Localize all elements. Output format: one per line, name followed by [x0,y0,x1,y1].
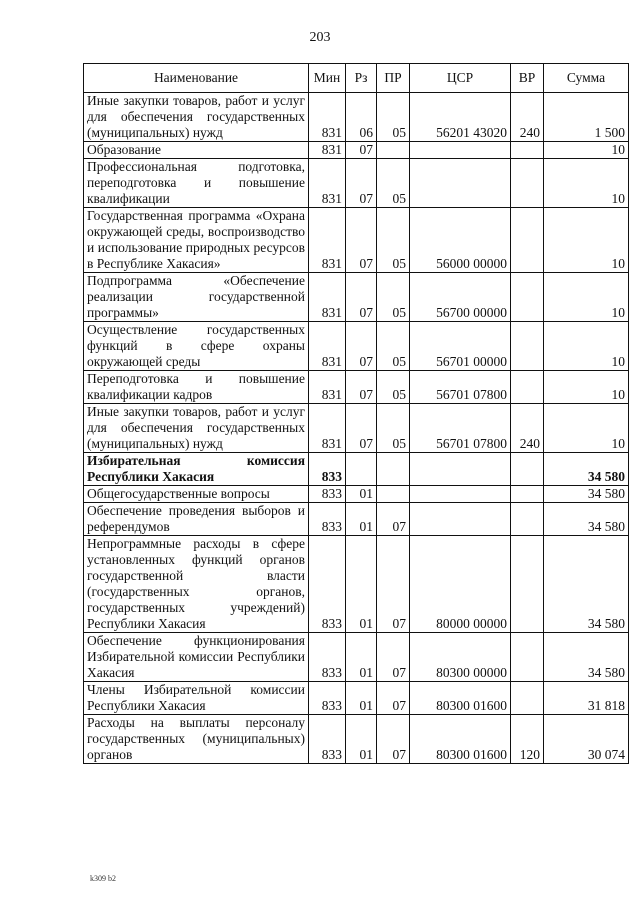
cell-sum: 10 [544,404,629,453]
cell-rz: 07 [346,142,377,159]
cell-sum: 30 074 [544,715,629,764]
cell-name: Иные закупки товаров, работ и услуг для обеспечения государственных (муниципальных) нужд [84,93,309,142]
cell-sum: 34 580 [544,536,629,633]
cell-pr: 05 [377,208,410,273]
cell-csr: 56701 00000 [410,322,511,371]
cell-min: 831 [309,93,346,142]
cell-min: 831 [309,159,346,208]
header-name: Наименование [84,64,309,93]
cell-rz: 01 [346,682,377,715]
cell-vr [511,159,544,208]
table-body [84,93,629,764]
cell-sum: 34 580 [544,486,629,503]
cell-name: Иные закупки товаров, работ и услуг для обеспечения государственных (муниципальных) нужд [84,404,309,453]
table-row [84,93,629,142]
cell-name: Общегосударственные вопросы [84,486,309,503]
table-row [84,404,629,453]
cell-pr: 05 [377,322,410,371]
cell-sum: 34 580 [544,503,629,536]
table-row [84,453,629,486]
cell-vr [511,453,544,486]
footer-code: k309 b2 [90,874,116,883]
cell-rz: 01 [346,486,377,503]
cell-min: 833 [309,715,346,764]
cell-csr [410,142,511,159]
cell-name: Обеспечение функционирования Избирательной комиссии Республики Хакасия [84,633,309,682]
cell-vr [511,503,544,536]
cell-rz: 07 [346,322,377,371]
cell-name: Члены Избирательной комиссии Республики Хакасия [84,682,309,715]
table-row [84,682,629,715]
cell-sum: 10 [544,208,629,273]
cell-min: 833 [309,536,346,633]
cell-rz: 07 [346,404,377,453]
cell-vr [511,273,544,322]
cell-sum: 10 [544,273,629,322]
cell-pr: 07 [377,503,410,536]
cell-rz: 06 [346,93,377,142]
cell-pr [377,486,410,503]
header-sum: Сумма [544,64,629,93]
cell-min: 831 [309,208,346,273]
header-rz: Рз [346,64,377,93]
table-row [84,371,629,404]
cell-vr: 240 [511,93,544,142]
header-csr: ЦСР [410,64,511,93]
cell-pr: 05 [377,273,410,322]
cell-csr: 56000 00000 [410,208,511,273]
cell-sum: 31 818 [544,682,629,715]
cell-pr: 07 [377,682,410,715]
cell-min: 831 [309,142,346,159]
page-number: 203 [309,30,331,45]
cell-name: Осуществление государственных функций в сфере охраны окружающей среды [84,322,309,371]
header-min: Мин [309,64,346,93]
cell-min: 831 [309,273,346,322]
cell-vr: 240 [511,404,544,453]
cell-vr [511,322,544,371]
cell-vr [511,142,544,159]
cell-rz: 07 [346,208,377,273]
cell-csr: 80300 01600 [410,715,511,764]
cell-sum: 1 500 [544,93,629,142]
table-row [84,715,629,764]
table-header [84,64,629,93]
header-pr: ПР [377,64,410,93]
header-row [84,64,629,93]
cell-vr [511,371,544,404]
cell-pr: 07 [377,536,410,633]
cell-name: Профессиональная подготовка, переподготовка и повышение квалификации [84,159,309,208]
cell-pr [377,453,410,486]
table-row [84,486,629,503]
cell-sum: 10 [544,322,629,371]
cell-sum: 10 [544,371,629,404]
cell-name: Государственная программа «Охрана окружающей среды, воспроизводство и использование природных ресурсов в Республике Хакасия» [84,208,309,273]
cell-csr: 56201 43020 [410,93,511,142]
cell-rz: 01 [346,503,377,536]
cell-csr: 56701 07800 [410,404,511,453]
cell-rz: 01 [346,633,377,682]
cell-sum: 34 580 [544,453,629,486]
cell-csr: 80300 01600 [410,682,511,715]
cell-pr: 05 [377,159,410,208]
cell-rz: 01 [346,715,377,764]
cell-pr: 07 [377,633,410,682]
table-row [84,273,629,322]
cell-vr [511,633,544,682]
table-row [84,159,629,208]
table-row [84,142,629,159]
cell-min: 833 [309,486,346,503]
cell-name: Переподготовка и повышение квалификации кадров [84,371,309,404]
cell-min: 833 [309,453,346,486]
cell-vr [511,486,544,503]
cell-csr: 80300 00000 [410,633,511,682]
cell-min: 833 [309,503,346,536]
cell-csr [410,486,511,503]
cell-sum: 10 [544,142,629,159]
cell-min: 831 [309,404,346,453]
cell-vr [511,536,544,633]
cell-rz: 07 [346,159,377,208]
cell-min: 833 [309,682,346,715]
cell-vr [511,682,544,715]
table-row [84,503,629,536]
cell-rz: 01 [346,536,377,633]
table-row [84,536,629,633]
cell-name: Расходы на выплаты персоналу государственных (муниципальных) органов [84,715,309,764]
cell-name: Обеспечение проведения выборов и референдумов [84,503,309,536]
cell-rz [346,453,377,486]
cell-rz: 07 [346,273,377,322]
cell-min: 833 [309,633,346,682]
cell-min: 831 [309,371,346,404]
budget-table [83,63,629,764]
cell-csr: 80000 00000 [410,536,511,633]
cell-vr: 120 [511,715,544,764]
cell-rz: 07 [346,371,377,404]
table-row [84,208,629,273]
cell-csr: 56700 00000 [410,273,511,322]
table-row [84,633,629,682]
cell-pr [377,142,410,159]
cell-sum: 10 [544,159,629,208]
cell-name: Подпрограмма «Обеспечение реализации государственной программы» [84,273,309,322]
cell-sum: 34 580 [544,633,629,682]
cell-pr: 05 [377,371,410,404]
cell-csr: 56701 07800 [410,371,511,404]
cell-name: Образование [84,142,309,159]
cell-min: 831 [309,322,346,371]
cell-vr [511,208,544,273]
cell-csr [410,503,511,536]
header-vr: ВР [511,64,544,93]
cell-pr: 05 [377,404,410,453]
cell-pr: 05 [377,93,410,142]
table-row [84,322,629,371]
cell-csr [410,159,511,208]
cell-csr [410,453,511,486]
cell-name: Непрограммные расходы в сфере установленных функций органов государственной власти (государственных органов, государственных учреждений) Республики Хакасия [84,536,309,633]
cell-name: Избирательная комиссия Республики Хакасия [84,453,309,486]
cell-pr: 07 [377,715,410,764]
